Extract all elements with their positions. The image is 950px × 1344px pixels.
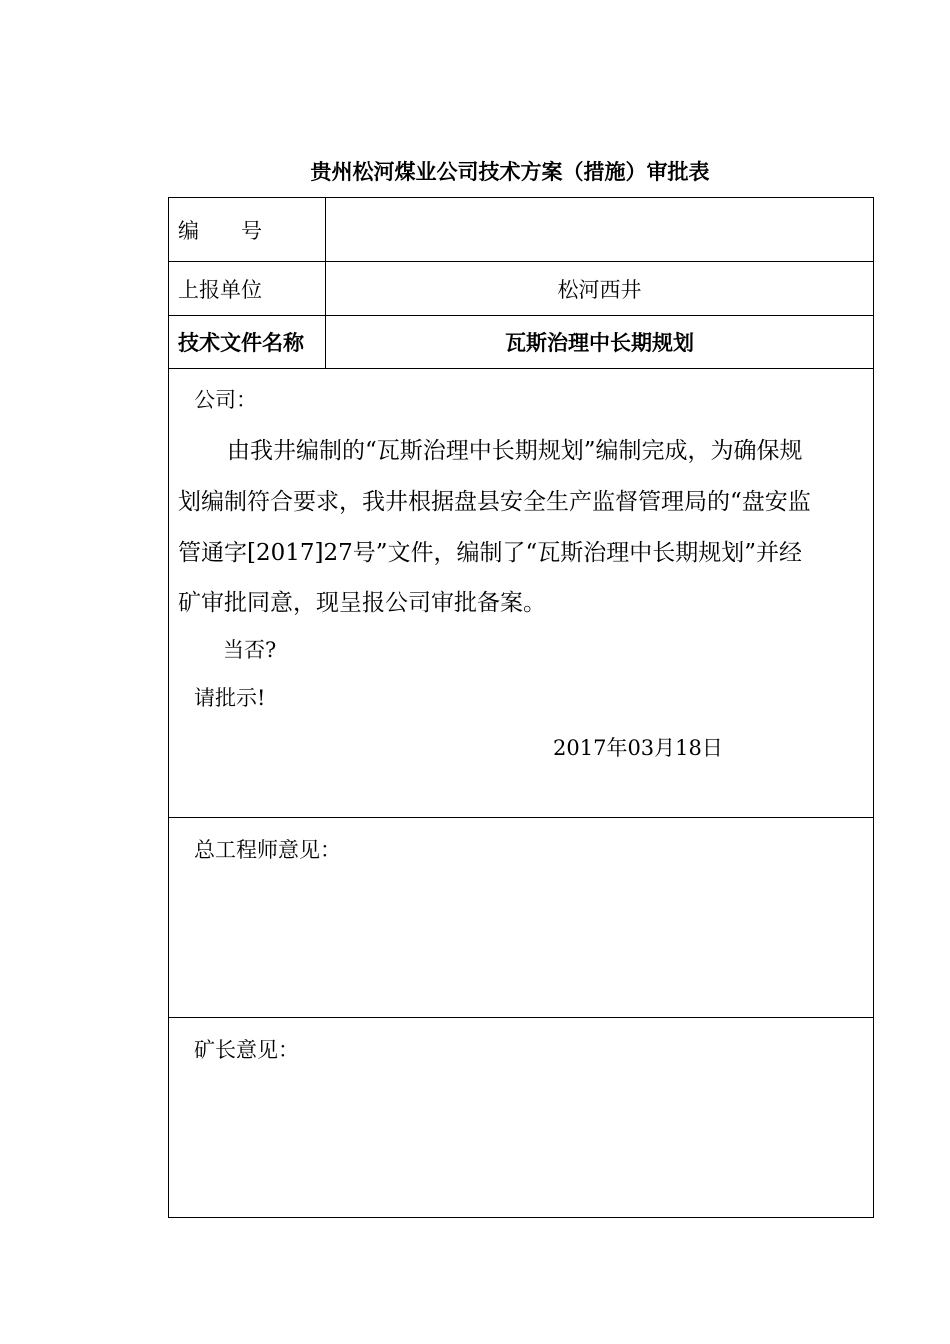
- reporting-unit-label: 上报单位: [169, 262, 326, 315]
- paragraph-line-1: 由我井编制的“瓦斯治理中长期规划”编制完成，为确保规: [227, 438, 803, 464]
- row-mine-director-opinion: [169, 1018, 873, 1217]
- application-date: 2017年03月18日: [553, 736, 723, 760]
- document-title: 贵州松河煤业公司技术方案（措施）审批表: [310, 159, 710, 184]
- mine-director-opinion-label: 矿长意见：: [194, 1038, 299, 1062]
- number-label: [169, 198, 326, 261]
- row-application-body: [169, 369, 873, 818]
- number-label-part2: 号: [241, 218, 262, 243]
- reporting-unit-value[interactable]: 松河西井: [557, 277, 642, 302]
- row-reporting-unit: [169, 262, 873, 316]
- row-file-name: [169, 316, 873, 369]
- salutation: 公司：: [194, 388, 257, 412]
- file-name-label: 技术文件名称: [169, 316, 326, 368]
- row-number: [169, 198, 873, 262]
- question-text: 当否?: [223, 638, 277, 662]
- paragraph-line-4: 矿审批同意，现呈报公司审批备案。: [178, 590, 546, 616]
- file-name-value[interactable]: 瓦斯治理中长期规划: [505, 330, 694, 355]
- request-text: 请批示!: [194, 686, 266, 710]
- number-value[interactable]: [326, 198, 873, 261]
- number-label-part1: 编: [178, 218, 199, 243]
- row-chief-engineer-opinion: [169, 818, 873, 1018]
- paragraph-line-2: 划编制符合要求，我井根据盘县安全生产监督管理局的“盘安监: [178, 489, 811, 515]
- chief-engineer-opinion-label: 总工程师意见：: [194, 838, 341, 862]
- approval-form-table: [168, 197, 874, 1218]
- paragraph-line-3: 管通字[2017]27号”文件，编制了“瓦斯治理中长期规划”并经: [178, 540, 803, 566]
